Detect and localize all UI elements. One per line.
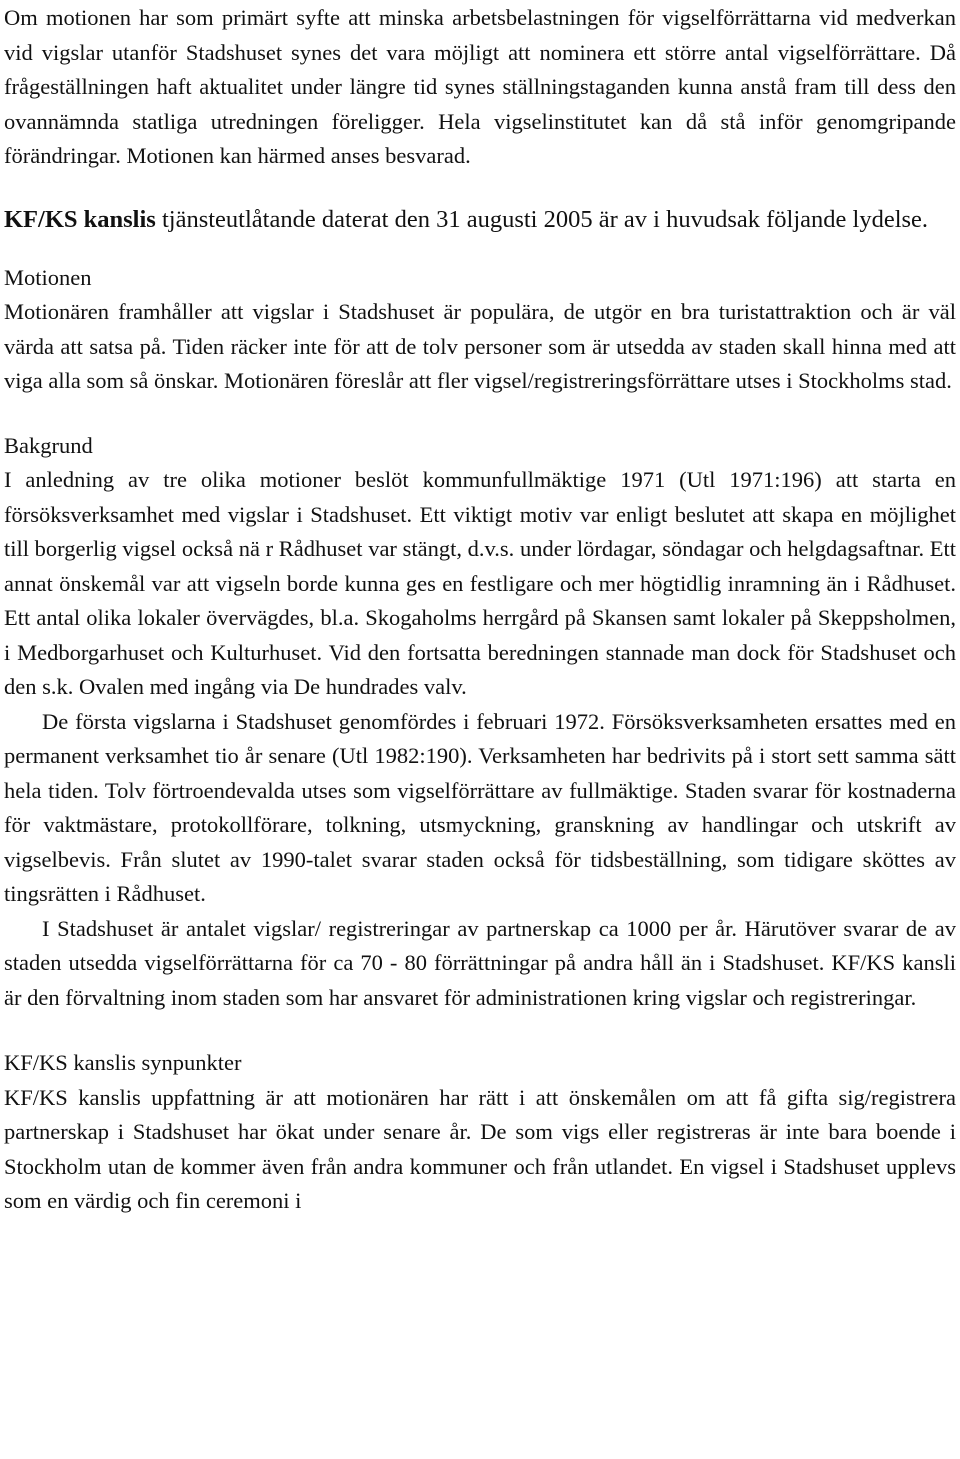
bakgrund-paragraph-2: De första vigslarna i Stadshuset genomfördes i februari 1972. Försöksverksamheten ersattes med en permanent verksamhet tio år senare (Utl 1982:190). Verksamheten har bedrivits på i stort sett samma sätt hela tiden. Tolv förtroendevalda utses som vigselförrättare av fullmäktige. Staden svarar för kostnaderna för vaktmästare, protokollförare, tolkning, utsmyckning, granskning av handlingar och utskrift av vigselbevis. Från slutet av 1990-talet svarar staden också för tidsbeställning, som tidigare sköttes av tingsrätten i Rådhuset. — [4, 708, 956, 906]
bakgrund-paragraph-3: I Stadshuset är antalet vigslar/ registreringar av partnerskap ca 1000 per år. Härutöver svarar de av staden utsedda vigselförrättarna för ca 70 - 80 förrättningar på andra håll än i Stadshuset. KF/KS kansli är den förvaltning inom staden som har ansvaret för administrationen kring vigslar och registreringar. — [4, 915, 956, 1010]
section-heading-synpunkter: KF/KS kanslis synpunkter — [4, 1050, 242, 1075]
intro-paragraph: Om motionen har som primärt syfte att minska arbetsbelastningen för vigselförrättarna vid medverkan vid vigslar utanför Stadshuset synes det vara möjligt att nominera ett större antal vigselförrättare. Då frågeställningen haft aktualitet under längre tid synes ställningstaganden kunna anstå fram till dess den ovannämnda statliga utredningen föreligger. Hela vigselinstitutet kan då stå inför genomgripande förändringar. Motionen kan härmed anses besvarad. — [4, 5, 956, 168]
section-heading-bakgrund: Bakgrund — [4, 432, 93, 458]
section-heading-motionen: Motionen — [4, 264, 92, 290]
document-page — [0, 1, 960, 1459]
motionen-paragraph: Motionären framhåller att vigslar i Stadshuset är populära, de utgör en bra turistattraktion och är väl värda att satsa på. Tiden räcker inte för att de tolv personer som är utsedda av staden skall hinna med att viga alla som så önskar. Motionären föreslår att fler vigsel/registreringsförrättare utses i Stockholms stad. — [4, 299, 956, 393]
kfks-statement-bold: KF/KS kanslis — [4, 205, 156, 233]
bakgrund-paragraph-1: I anledning av tre olika motioner beslöt kommunfullmäktige 1971 (Utl 1971:196) att starta en försöksverksamhet med vigslar i Stadshuset. Ett viktigt motiv var enligt beslutet att skapa en möjlighet till borgerlig vigsel också nä r Rådhuset var stängt, d.v.s. under lördagar, söndagar och helgdagsaftnar. Ett annat önskemål var att vigseln borde kunna ges en festligare och mer högtidlig inramning än i Rådhuset. Ett antal olika lokaler övervägdes, bl.a. Skogaholms herrgård på Skansen samt lokaler på Skeppsholmen, i Medborgarhuset och Kulturhuset. Vid den fortsatta beredningen stannade man dock för Stadshuset och den s.k. Ovalen med ingång via De hundrades valv. — [4, 467, 956, 699]
synpunkter-paragraph: KF/KS kanslis uppfattning är att motionären har rätt i att önskemålen om att få gifta sig/registrera partnerskap i Stadshuset har ökat under senare år. De som vigs eller registreras är inte bara boende i Stockholm utan de kommer även från andra kommuner och från utlandet. En vigsel i Stadshuset upplevs som en värdig och fin ceremoni i — [4, 1084, 956, 1213]
kfks-statement-rest: tjänsteutlåtande daterat den 31 augusti 2005 är av i huvudsak följande lydelse. — [155, 205, 929, 233]
kfks-statement — [4, 200, 956, 239]
